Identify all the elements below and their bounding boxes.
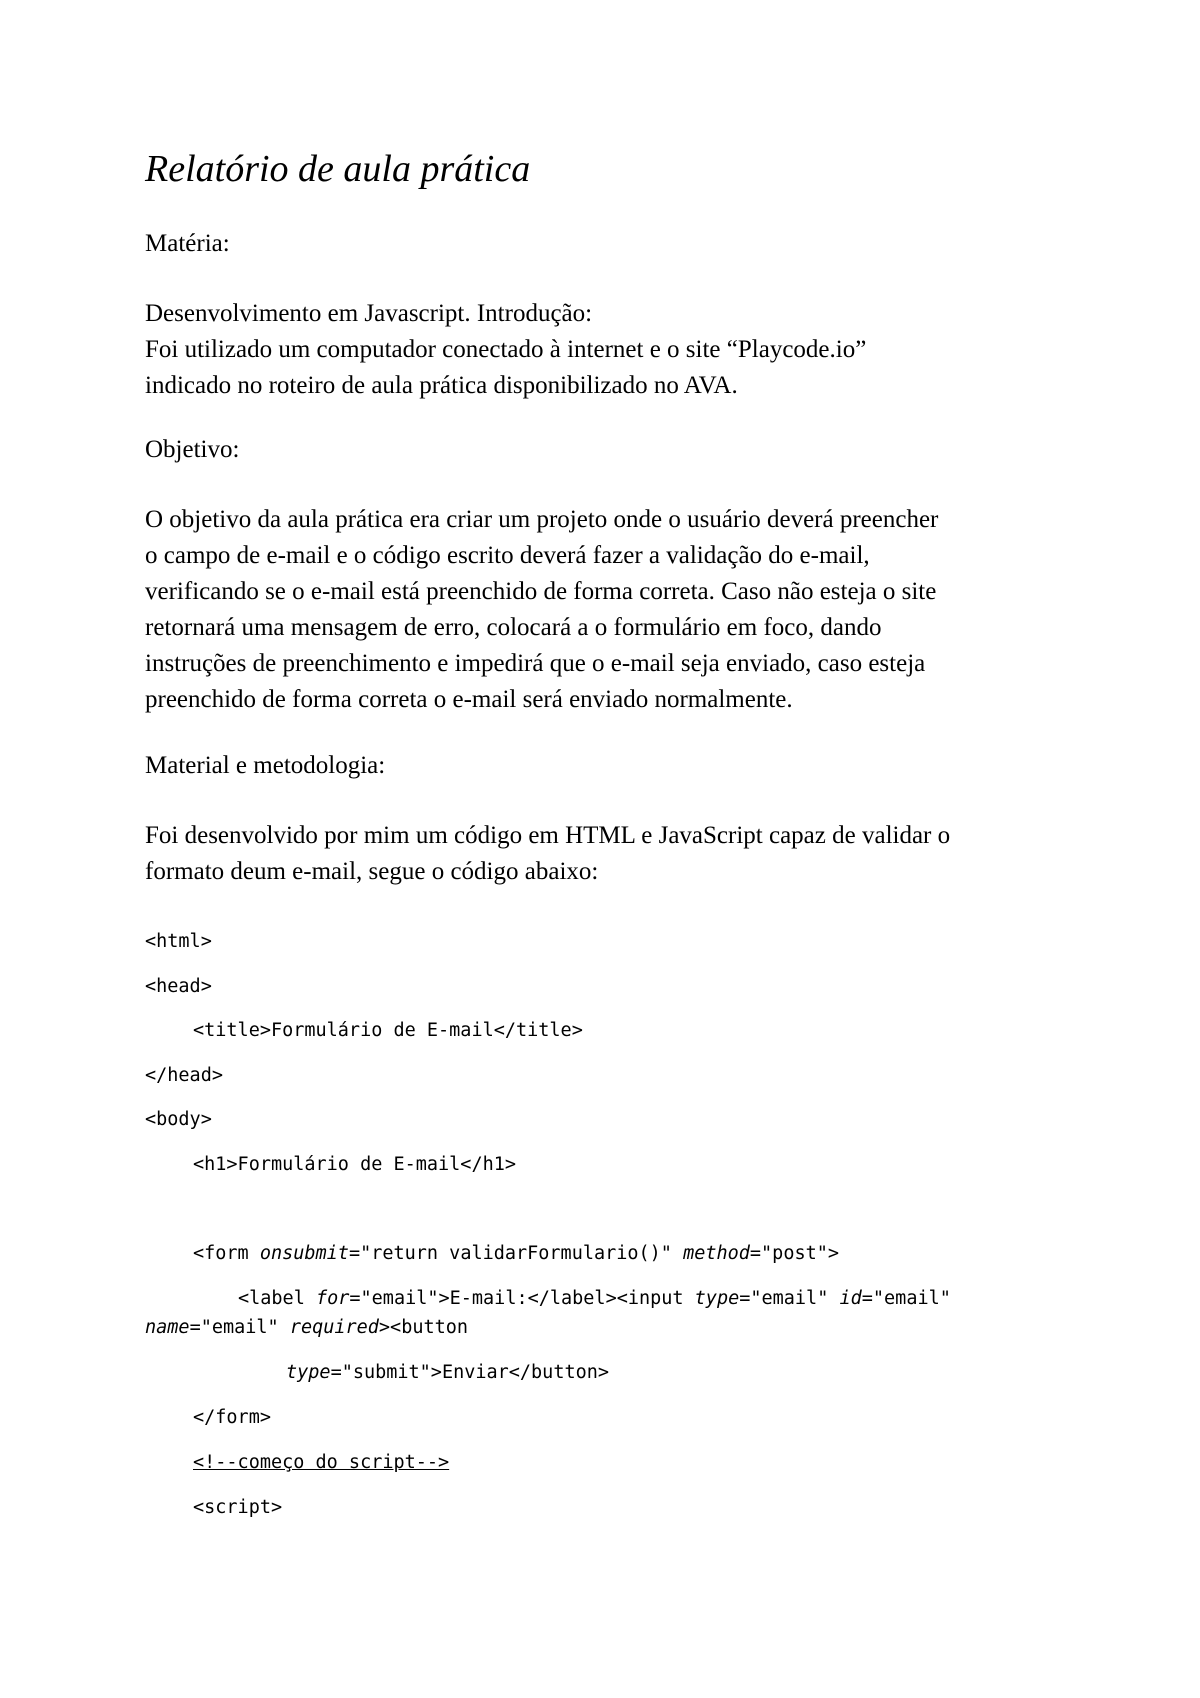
code-html-open: <html>	[145, 931, 212, 952]
objetivo-line-2: o campo de e-mail e o código escrito deverá fazer a validação do e-mail,	[145, 542, 870, 569]
code-attr-for: for	[315, 1288, 350, 1309]
code-attr-onsubmit: onsubmit	[259, 1243, 349, 1264]
code-title-line: <title>Formulário de E-mail</title>	[193, 1020, 583, 1041]
code-token: <form	[193, 1243, 260, 1264]
metodologia-line-2: formato deum e-mail, segue o código abaixo:	[145, 858, 599, 885]
metodologia-label: Material e metodologia:	[145, 752, 386, 779]
code-token: <label	[238, 1288, 316, 1309]
code-h1-line: <h1>Formulário de E-mail</h1>	[193, 1154, 517, 1175]
code-form-line	[193, 1240, 839, 1268]
report-title: Relatório de aula prática	[145, 148, 531, 190]
objetivo-line-5: instruções de preenchimento e impedirá que o e-mail seja enviado, caso esteja	[145, 650, 926, 677]
code-name-line	[145, 1314, 468, 1342]
code-label-input-line	[238, 1285, 951, 1313]
objetivo-line-4: retornará uma mensagem de erro, colocará a o formulário em foco, dando	[145, 614, 882, 641]
metodologia-line-1: Foi desenvolvido por mim um código em HTML e JavaScript capaz de validar o	[145, 822, 951, 849]
code-attr-required: required	[289, 1317, 379, 1338]
code-attr-type: type	[694, 1288, 740, 1309]
code-form-close: </form>	[193, 1407, 271, 1428]
code-token: ="post">	[749, 1243, 840, 1264]
objetivo-line-6: preenchido de forma correta o e-mail será enviado normalmente.	[145, 686, 793, 713]
code-token: ="email">E-mail:</label><input	[349, 1288, 695, 1309]
code-token: ="email"	[861, 1288, 951, 1309]
intro-line-1: Desenvolvimento em Javascript. Introdução:	[145, 300, 593, 327]
objetivo-line-1: O objetivo da aula prática era criar um projeto onde o usuário deverá preencher	[145, 506, 939, 533]
code-script-open: <script>	[193, 1497, 283, 1518]
objetivo-line-3: verificando se o e-mail está preenchido de forma correta. Caso não esteja o site	[145, 578, 937, 605]
code-token: ="return validarFormulario()"	[348, 1243, 684, 1264]
code-head-close: </head>	[145, 1065, 223, 1086]
materia-label: Matéria:	[145, 230, 230, 257]
code-body-open: <body>	[145, 1109, 212, 1130]
code-attr-method: method	[683, 1243, 750, 1264]
intro-line-3: indicado no roteiro de aula prática disponibilizado no AVA.	[145, 372, 738, 399]
code-attr-type: type	[286, 1362, 331, 1383]
code-token: ><button	[378, 1317, 469, 1338]
code-comment: <!--começo do script-->	[193, 1452, 450, 1473]
code-token: ="email"	[189, 1317, 290, 1338]
code-head-open: <head>	[145, 976, 212, 997]
code-attr-name: name	[145, 1317, 190, 1338]
intro-line-2: Foi utilizado um computador conectado à internet e o site “Playcode.io”	[145, 336, 867, 363]
code-token: ="submit">Enviar</button>	[330, 1362, 610, 1383]
code-attr-id: id	[839, 1288, 862, 1309]
code-button-line	[286, 1359, 609, 1387]
objetivo-label: Objetivo:	[145, 436, 240, 463]
code-token: ="email"	[739, 1288, 840, 1309]
